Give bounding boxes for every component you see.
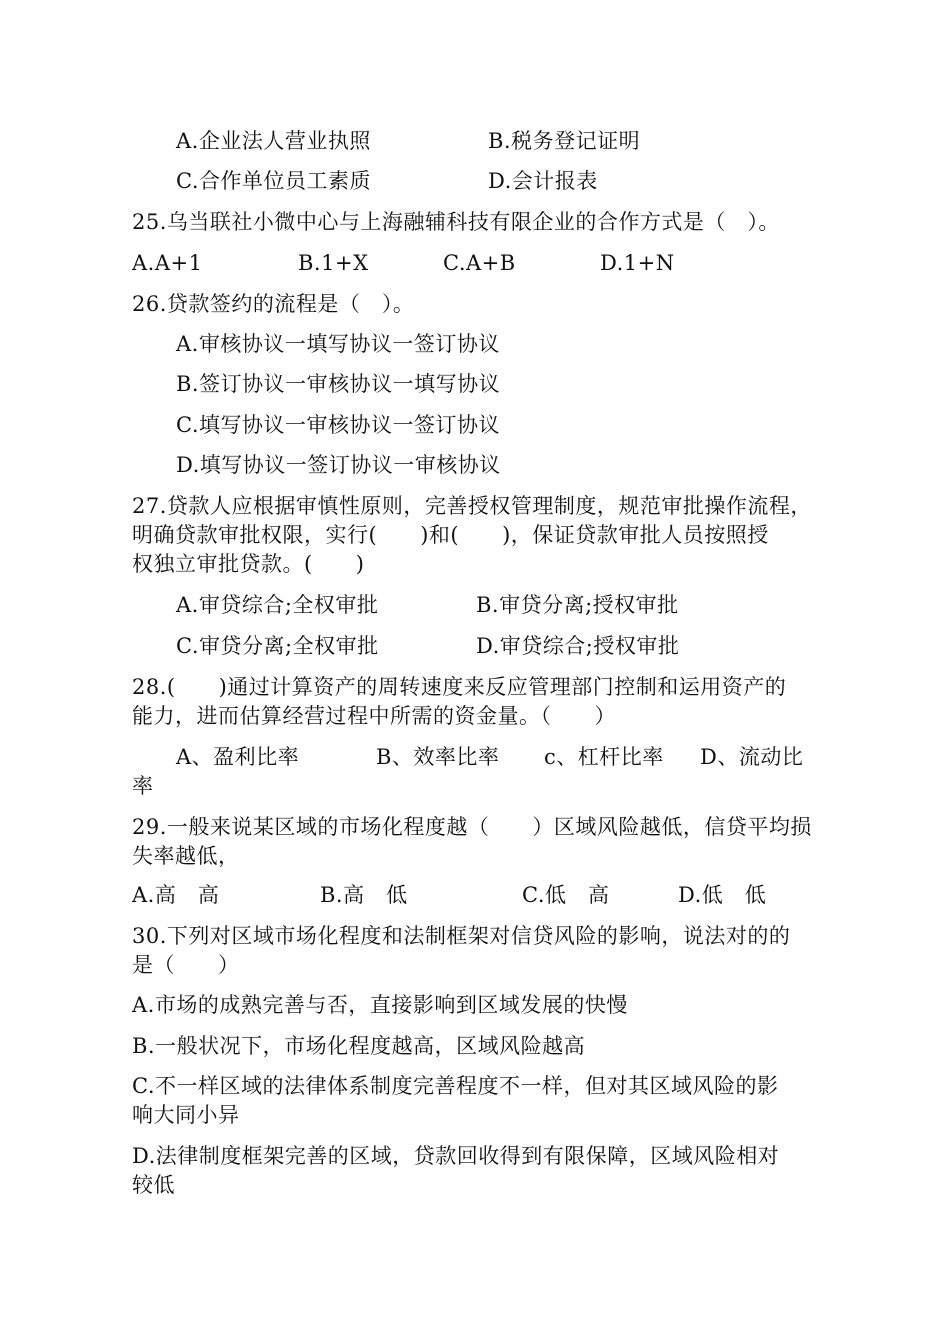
- q30-stem-line2: 是（ ）: [132, 953, 240, 977]
- q28-stem-line1: 28.( )通过计算资产的周转速度来反应管理部门控制和运用资产的: [132, 675, 787, 699]
- q24-option-c: C.合作单位员工素质: [176, 169, 371, 193]
- q29-option-a: A.高 高: [132, 883, 220, 907]
- q28-option-a: A、盈利比率: [176, 745, 300, 769]
- q28-option-b: B、效率比率: [376, 745, 500, 769]
- q27-option-b: B.审贷分离;授权审批: [476, 593, 679, 617]
- q29-stem-line1: 29.一般来说某区域的市场化程度越（ ）区域风险越低，信贷平均损: [132, 815, 812, 839]
- q30-option-d-line2: 较低: [132, 1173, 175, 1197]
- q24-option-a: A.企业法人营业执照: [176, 129, 371, 153]
- q27-stem-line3: 权独立审批贷款。( ): [132, 552, 365, 576]
- q24-option-b: B.税务登记证明: [488, 129, 641, 153]
- q25-option-c: C.A+B: [443, 251, 516, 275]
- q30-option-c-line2: 响大同小异: [132, 1103, 240, 1127]
- q25-stem: 25.乌当联社小微中心与上海融辅科技有限企业的合作方式是（ ）。: [132, 210, 780, 234]
- q27-option-a: A.审贷综合;全权审批: [176, 593, 379, 617]
- q29-option-c: C.低 高: [522, 883, 610, 907]
- q27-option-d: D.审贷综合;授权审批: [476, 634, 680, 658]
- q28-option-d-continuation: 率: [132, 774, 154, 798]
- q25-option-d: D.1+N: [600, 251, 675, 275]
- q25-option-b: B.1+X: [298, 251, 369, 275]
- q30-option-d-line1: D.法律制度框架完善的区域，贷款回收得到有限保障，区域风险相对: [132, 1144, 780, 1168]
- q29-option-d: D.低 低: [678, 883, 767, 907]
- q30-option-c-line1: C.不一样区域的法律体系制度完善程度不一样，但对其区域风险的影: [132, 1074, 779, 1098]
- q28-option-c: c、杠杆比率: [544, 745, 664, 769]
- q27-option-c: C.审贷分离;全权审批: [176, 634, 379, 658]
- q27-stem-line2: 明确贷款审批权限，实行( )和( )，保证贷款审批人员按照授: [132, 523, 769, 547]
- q30-option-a: A.市场的成熟完善与否，直接影响到区域发展的快慢: [132, 993, 628, 1017]
- q27-stem-line1: 27.贷款人应根据审慎性原则，完善授权管理制度，规范审批操作流程，: [132, 494, 812, 518]
- q28-stem-line2: 能力，进而估算经营过程中所需的资金量。（ ）: [132, 704, 616, 728]
- q29-option-b: B.高 低: [320, 883, 408, 907]
- q24-option-d: D.会计报表: [488, 169, 598, 193]
- q25-option-a: A.A+1: [132, 251, 203, 275]
- q26-option-d: D.填写协议一签订协议一审核协议: [176, 453, 501, 477]
- q26-option-b: B.签订协议一审核协议一填写协议: [176, 372, 501, 396]
- q30-stem-line1: 30.下列对区域市场化程度和法制框架对信贷风险的影响，说法对的的: [132, 924, 791, 948]
- q30-option-b: B.一般状况下，市场化程度越高，区域风险越高: [132, 1034, 586, 1058]
- q28-option-d: D、流动比: [700, 745, 804, 769]
- q26-option-c: C.填写协议一审核协议一签订协议: [176, 413, 500, 437]
- q29-stem-line2: 失率越低，: [132, 844, 240, 868]
- q26-stem: 26.贷款签约的流程是（ ）。: [132, 292, 415, 316]
- q26-option-a: A.审核协议一填写协议一签订协议: [176, 332, 500, 356]
